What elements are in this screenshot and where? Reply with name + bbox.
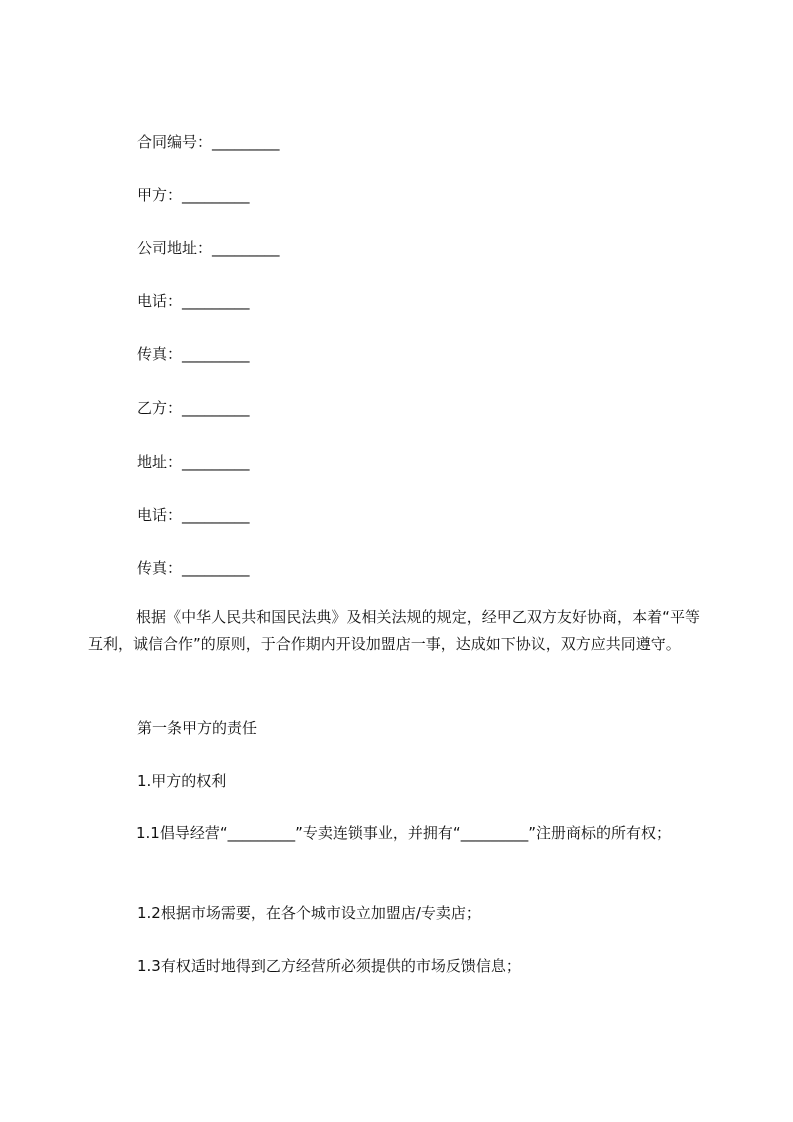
clause-1-1-continuation: 有权； (625, 824, 671, 842)
article-1-title: 第一条甲方的责任 (137, 719, 258, 737)
party-b-blank: _________ (182, 399, 250, 417)
party-a-field (137, 185, 250, 205)
intro-paragraph: 根据《中华人民共和国民法典》及相关法规的规定，经甲乙双方友好协商，本着“平等互利，诚信合作”的原则，于合作期内开设加盟店一事，达成如下协议，双方应共同遵守。 (88, 608, 700, 653)
contract-number-label: 合同编号： (137, 133, 213, 151)
clause-1-1-part-a: 1.1倡导经营“ (136, 824, 228, 842)
party-b-fax-label: 传真： (137, 559, 183, 577)
party-a-fax-field (137, 344, 250, 364)
contract-number-blank: _________ (212, 133, 280, 151)
party-b-phone-field (137, 505, 250, 525)
clause-1-1 (88, 820, 700, 847)
party-a-phone-label: 电话： (137, 292, 183, 310)
party-b-fax-blank: _________ (182, 559, 250, 577)
party-b-field (137, 398, 250, 418)
party-b-address-label: 地址： (137, 453, 183, 471)
party-a-fax-blank: _________ (182, 345, 250, 363)
party-b-fax-field (137, 558, 250, 578)
party-a-label: 甲方： (137, 186, 183, 204)
party-b-phone-blank: _________ (182, 506, 250, 524)
contract-number-field (137, 132, 280, 152)
clause-1-1-part-c: ”注册商标的所 (528, 824, 626, 842)
party-a-phone-blank: _________ (182, 292, 250, 310)
party-a-blank: _________ (182, 186, 250, 204)
clause-1-2: 1.2根据市场需要，在各个城市设立加盟店/专卖店； (137, 904, 481, 922)
party-b-phone-label: 电话： (137, 506, 183, 524)
company-address-label: 公司地址： (137, 239, 213, 257)
clause-1-1-part-b: ”专卖连锁事业，并拥有“ (295, 824, 461, 842)
section-1-title: 1.甲方的权利 (137, 772, 227, 790)
party-b-label: 乙方： (137, 399, 183, 417)
party-b-address-field (137, 452, 250, 472)
party-a-phone-field (137, 291, 250, 311)
clause-1-1-blank-1: _________ (227, 824, 296, 842)
party-b-address-blank: _________ (182, 453, 250, 471)
party-a-fax-label: 传真： (137, 345, 183, 363)
clause-1-3: 1.3有权适时地得到乙方经营所必须提供的市场反馈信息； (137, 957, 521, 975)
company-address-blank: _________ (212, 239, 280, 257)
company-address-field (137, 238, 280, 258)
clause-1-1-blank-2: _________ (460, 824, 529, 842)
